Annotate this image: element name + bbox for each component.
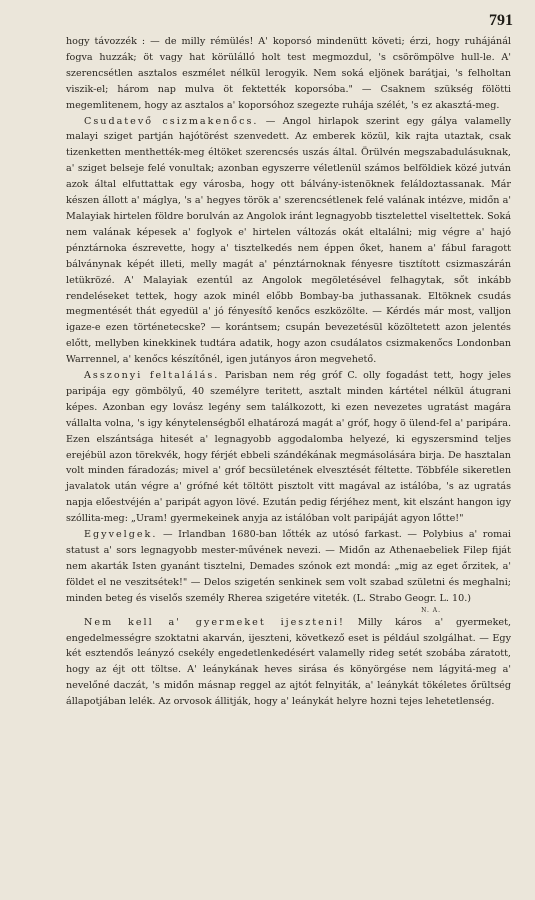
section-heading: Nem kell a' gyermeket ijeszteni! xyxy=(84,616,345,628)
paragraph-text: Milly káros a' gyermeket, engedelmességre szoktatni akarván, ijeszteni, következő eset is például szolgálhat. — Egy két esztendős leányzó csekély engedetlenkedésért valamelly rideg setét szobába záratott, hogy az éjt ott töltse. A' leánykának heves sirása és könyörgése nem lágyitá-meg a' nevelőné daczát, 's midőn másnap reggel az ajtót felnyiták, a' leánykát tökéletes őrültség állapotjában lelék. Az orvosok állitják, hogy a' leánykát helyre hozni tejes lehetetlenség. xyxy=(66,616,511,708)
paragraph-children xyxy=(66,615,511,710)
paragraph-miscellany xyxy=(66,527,511,607)
paragraph-boot-polish xyxy=(66,114,511,369)
author-initials: N. A. xyxy=(421,606,441,614)
body-text xyxy=(66,34,511,710)
paragraph-text: — Angol hirlapok szerint egy gálya valamelly malayi sziget partján hajótörést szenvedett. Az emberek közül, kik rajta utaztak, csak tizenketten menthették-meg éltöket szerencsés uszás által. Örülvén megszabadulásuknak, a' sziget belseje felé vonultak; azonban egyszerre véletlenül számos belföldiek közé jutván azok által elfuttattak egy városba, hogy ott bálvány-istenöknek feláldoztassanak. Már készen állott a' máglya, 's a' hegyes török a' szerencsétlenek felé valának intézve, midőn a' Malayiak hirtelen földre borulván az Angolok iránt legnagyobb tisztelettel viseltettek. Soká nem valának képesek a' foglyok e' hirtelen változás okát eltalálni; mig végre a' hajó pénztárnoka észrevette, hogy a' tisztelkedés nem éppen őket, hanem a' fábul faragott bálványnak képét illeti, melly magát a' pénztárnoknak fényesre tisztított csizmaszárán letükrözé. A' Malayiak ezentúl az Angolok megöletésével felhagytak, sőt inkább rendeléseket tettek, hogy azok minél előbb Bombay-ba juthassanak. Eltöknek csudás megmentését thát egyedül a' jó fényesítő kenőcs eszközölte. — Kérdés már most, valljon igaze-e ezen történetecske? — korántsem; csupán bevezetésül közöltetett azon jelentés előtt, mellyben kinekkinek tudtára adatik, hogy azon csudálatos csizmakenőcs Londonban Warrennel, a' kenőcs készítőnél, igen jutányos áron megvehető. xyxy=(66,115,511,366)
paragraph-lady-invention xyxy=(66,368,511,527)
paragraph-coffin-story xyxy=(66,34,511,114)
page-number: 791 xyxy=(489,12,513,29)
paragraph-text: — Irlandban 1680-ban lőtték az utósó farkast. — Polybius a' romai statust a' sors legnagyobb mester-művének nevezi. — Midőn az Athenaebeliek Filep fiját nem akarták Isten gyanánt tisztelni, Demades szónok ezt mondá: „mig az eget őrzitek, a' földet el ne veszitsétek!" — Delos szigetén senkinek sem volt szabad születni és meghalni; minden beteg és viselős személy Rherea szigetére viteték. (L. Strabo Geogr. L. 10.) xyxy=(66,529,511,604)
section-heading: Egyvelgek. xyxy=(84,529,158,541)
section-heading: Csudatevő csizmakenőcs. xyxy=(84,115,259,127)
paragraph-text: Parisban nem rég gróf C. olly fogadást tett, hogy jeles paripája egy gömbölyű, 40 személyre teritett, asztalt minden kártétel nélkül átugrani képes. Azonban egy lovász legény sem találkozott, ki ezen nevezetes ugratást magára vállalta volna, 's igy kénytelenségből elhatározá magát a' gróf, hogy ö ülend-fel a' paripára. Ezen elszántsága hitesét a' legnagyobb aggodalomba helyezé, ki egyszersmind teljes erejébül azon törekvék, hogy férjét ebbeli szándékának megmásolására birja. De hasztalan volt minden fáradozás; mivel a' gróf becsületének elvesztését féltette. Többféle sikeretlen javalatok után végre a' grófné két töltött pisztolt vitt magával az istálóba, 's az ugratás napja előestvéjén a' paripát agyon lövé. Ezután pedig férjéhez ment, kit elszánt hangon igy szóllita-meg: „Uram! gyermekeinek anyja az istálóban volt paripáját agyon lőtte!" xyxy=(66,370,512,525)
section-heading: Asszonyi feltalálás. xyxy=(84,370,220,382)
paragraph-text: hogy távozzék : — de milly rémülés! A' koporsó mindenütt követi; érzi, hogy ruhájánál fogva huzzák; öt vagy hat körülálló holt test megmozdul, 's csörömpölve hull-le. A' szerencsétlen asztalos eszmélet nélkül lerogyik. Nem soká eljönek barátjai, 's felholtan viszik-el; három nap mulva öt fektették koporsóba." — Csaknem szükség fölötti megemlitenem, hogy az asztalos a' koporsóhoz szegezte ruhája szélét, 's ez akasztá-meg. xyxy=(66,36,511,111)
